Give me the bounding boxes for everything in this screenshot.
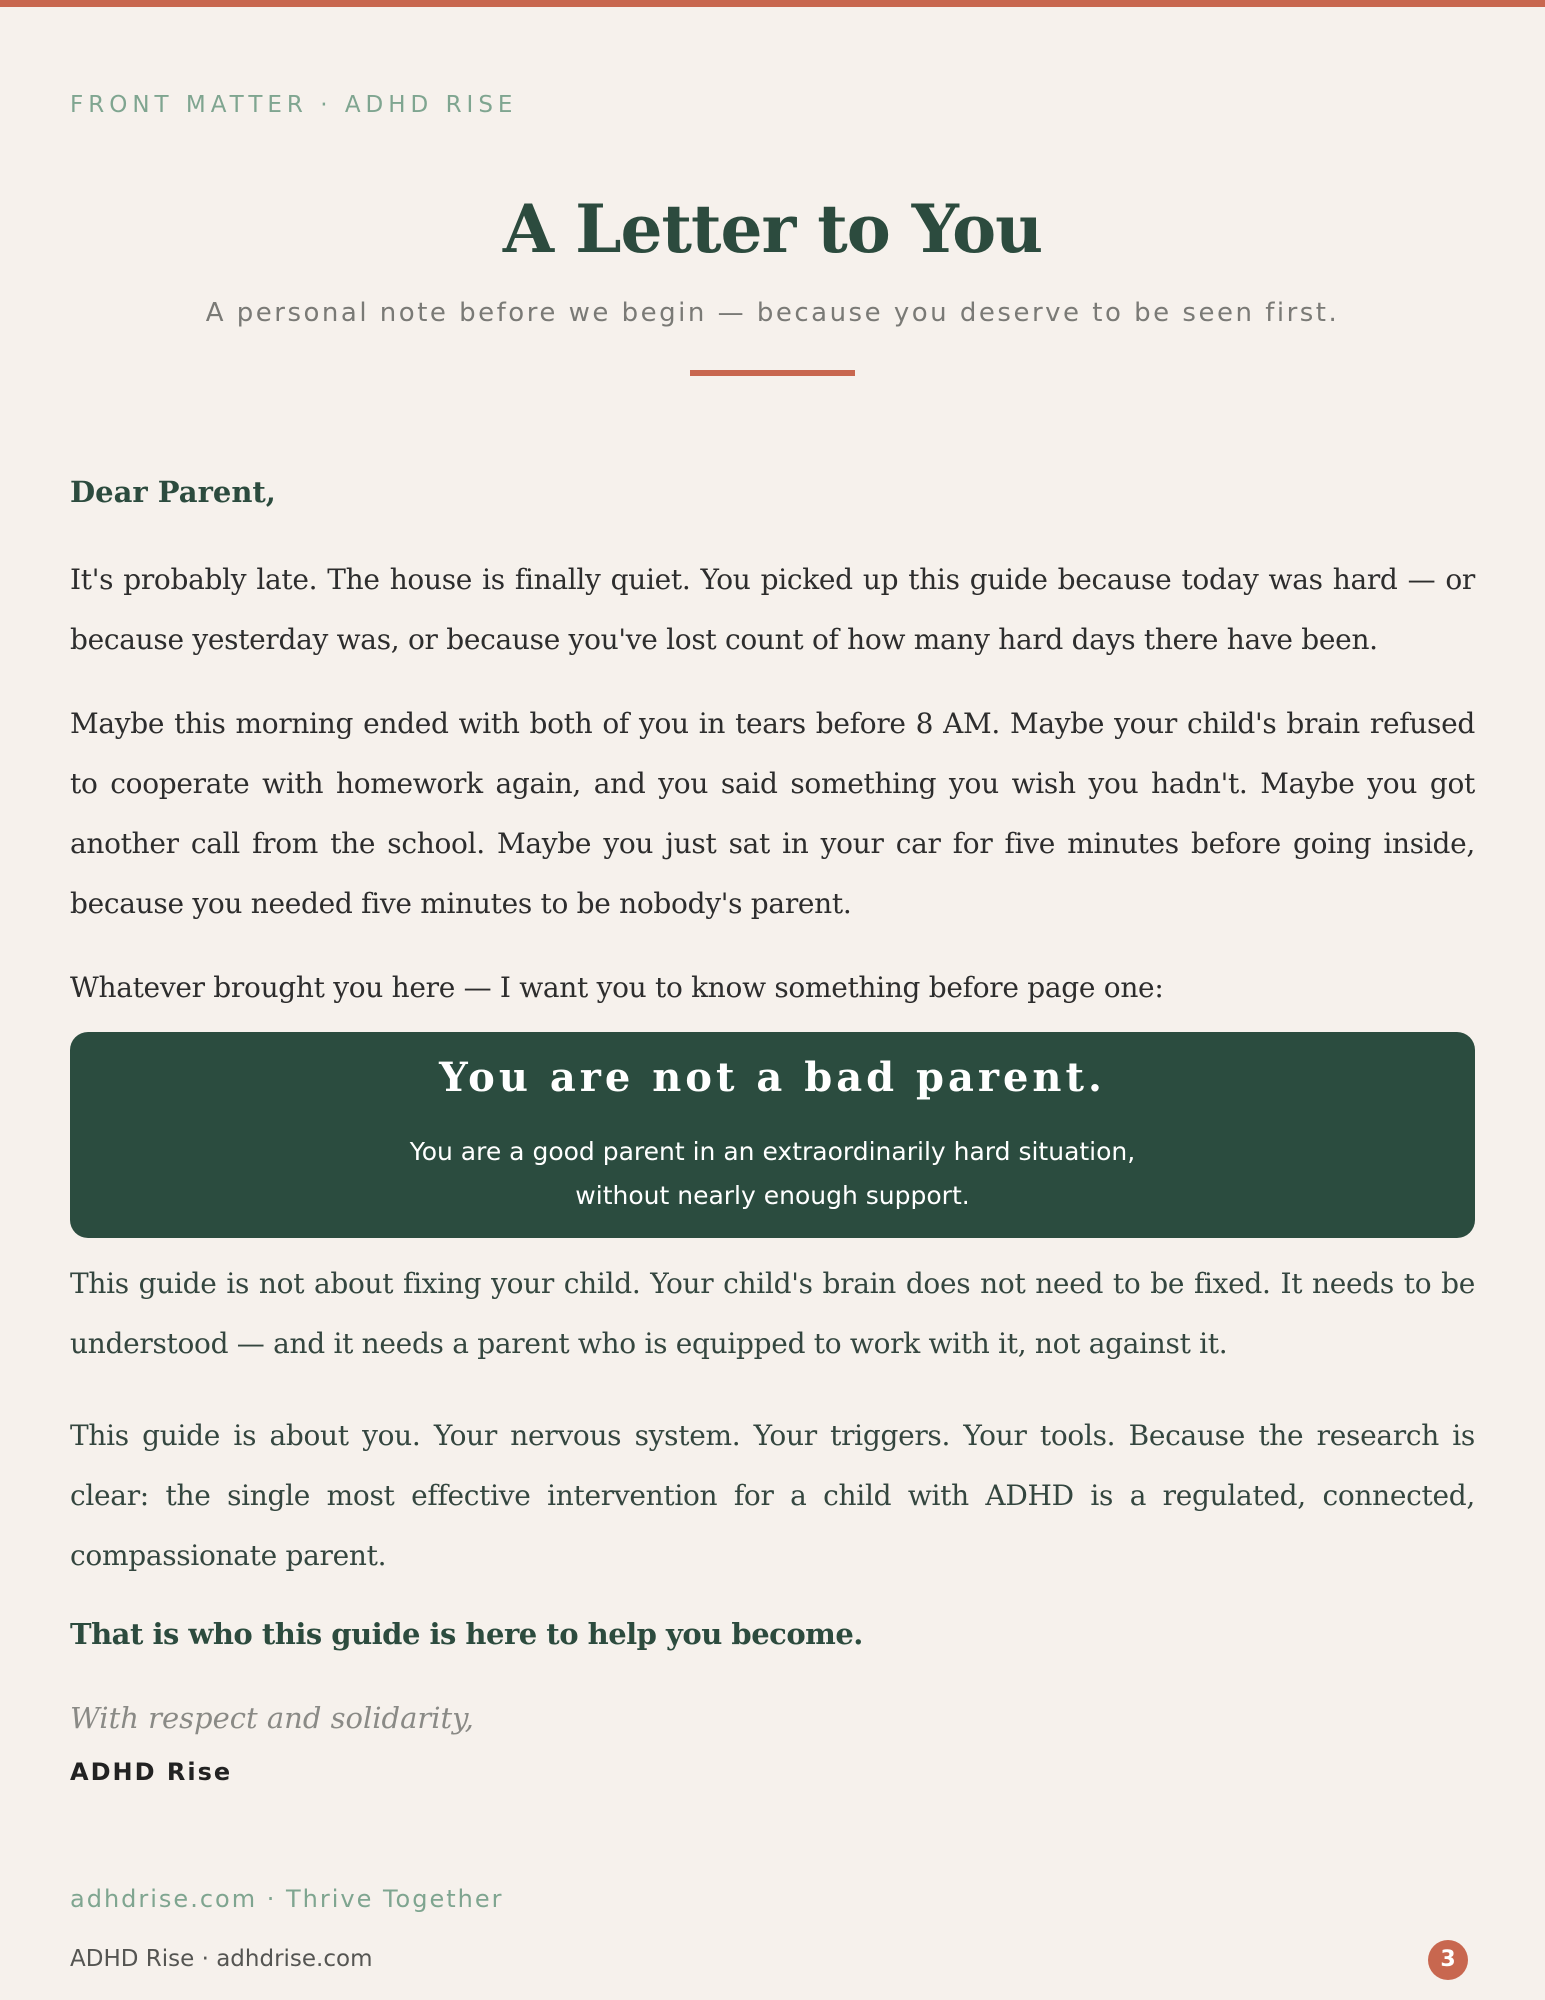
paragraph-2: Maybe this morning ended with both of you in tears before 8 AM. Maybe your child's brain refused to cooperate with homework again, and you said something you wish you hadn't. Maybe you got another call from the school. Maybe you just sat in your car for five minutes before going inside, because you needed five minutes to be nobody's parent. [70,707,1475,920]
paragraph-4: This guide is not about fixing your child. Your child's brain does not need to be fixed. It needs to be understood — and it needs a parent who is equipped to work with it, not against it. [70,1267,1475,1360]
paragraph-3: Whatever brought you here — I want you to know something before page one: [70,971,1164,1004]
page-number-badge: 3 [1428,1940,1468,1980]
top-accent-bar [0,0,1545,7]
signoff: With respect and solidarity, [70,1701,474,1735]
signature: ADHD Rise [70,1758,233,1786]
paragraph-1: It's probably late. The house is finally quiet. You picked up this guide because today was hard — or because yesterday was, or because you've lost count of how many hard days there have been. [70,563,1475,656]
footer-tagline: adhdrise.com · Thrive Together [70,1885,504,1913]
callout-line-1: You are a good parent in an extraordinarily hard situation, [409,1137,1136,1166]
callout-line-2: without nearly enough support. [575,1181,970,1210]
page-title: A Letter to You [502,190,1043,268]
footer-brand: ADHD Rise · adhdrise.com [70,1946,373,1972]
page-subtitle: A personal note before we begin — because you deserve to be seen first. [205,298,1340,328]
letter-body [70,470,1475,1786]
callout-box [70,1032,1475,1238]
title-divider [690,370,855,376]
paragraph-5: This guide is about you. Your nervous system. Your triggers. Your tools. Because the research is clear: the single most effective intervention for a child with ADHD is a regulated, connected, compassionate parent. [70,1419,1475,1572]
callout-body [70,1130,1475,1218]
callout-title: You are not a bad parent. [439,1054,1106,1101]
emphasis-line: That is who this guide is here to help you become. [70,1617,863,1651]
salutation: Dear Parent, [70,475,276,509]
section-eyebrow: FRONT MATTER · ADHD RISE [70,92,518,118]
